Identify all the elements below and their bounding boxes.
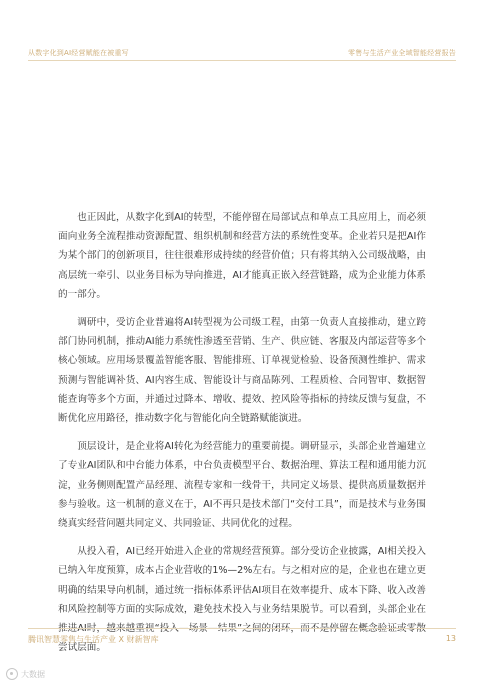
paragraph-1: 也正因此，从数字化到AI的转型，不能停留在局部试点和单点工具应用上，而必须面向业务全流程推动资源配置、组织机制和经营方法的系统性变革。企业若只是把AI作为某个部门的创新项目，往往很难形成持续的经营价值；只有将其纳入公司级战略，由高层统一牵引、以业务目标为导向推进，AI才能真正嵌入经营链路，成为企业能力体系的一部分。 xyxy=(58,212,426,300)
paragraph-4: 从投入看，AI已经开始进入企业的常规经营预算。部分受访企业披露，AI相关投入已纳入年度预算，成本占企业营收的1%—2%左右。与之相对应的是，企业也在建立更明确的结果导向机制，通过统一指标体系评估AI项目在效率提升、成本下降、收入改善和风险控制等方面的实际成效，避免技术投入与业务结果脱节。可以看到，头部企业在 尝试层面。 xyxy=(58,546,426,654)
header-right-title: 零售与生活产业全域智能经营报告 xyxy=(348,49,456,57)
body-text xyxy=(58,208,426,666)
header-left-title: 从数字化到AI经营赋能在被重写 xyxy=(28,49,129,57)
footer-divider xyxy=(28,628,456,629)
paragraph-2: 调研中，受访企业普遍将AI转型视为公司级工程，由第一负责人直接推动，建立跨部门协同机制，推动AI能力系统性渗透至营销、生产、供应链、客服及内部运营等多个核心领域。应用场景覆盖智能客服、智能排班、订单视觉检验、设备预测性维护、需求预测与智能调补货、AI内容生成、智能设计与商品陈列、工程质检、合同智审、数据智能查询等多个方面，并通过过降本、增收、提效、控风险等指标的持续反馈与复盘，不断优化应用路径，推动数字化与智能化向全链路赋能演进。 xyxy=(58,317,426,425)
page-header xyxy=(28,48,456,64)
watermark-text: 大数据 xyxy=(21,669,45,679)
watermark-logo-icon xyxy=(6,668,18,680)
watermark xyxy=(6,668,45,680)
footer-source: 腾讯智慧零售与生活产业 X 财新智库 xyxy=(28,635,159,644)
paragraph-3: 顶层设计，是企业将AI转化为经营能力的重要前提。调研显示，头部企业普遍建立了专业AI团队和中台能力体系，中台负责模型平台、数据治理、算法工程和通用能力沉淀，业务侧则配置产品经理、流程专家和一线骨干，共同定义场景、提供高质量数据并参与验收。这一机制的意义在于，AI不再只是技术部门“交付工具”，而是技术与业务围绕真实经营问题共同定义、共同验证、共同优化的过程。 xyxy=(58,441,426,530)
header-divider xyxy=(28,60,456,61)
page-number: 13 xyxy=(445,634,456,643)
page-footer xyxy=(28,634,456,650)
